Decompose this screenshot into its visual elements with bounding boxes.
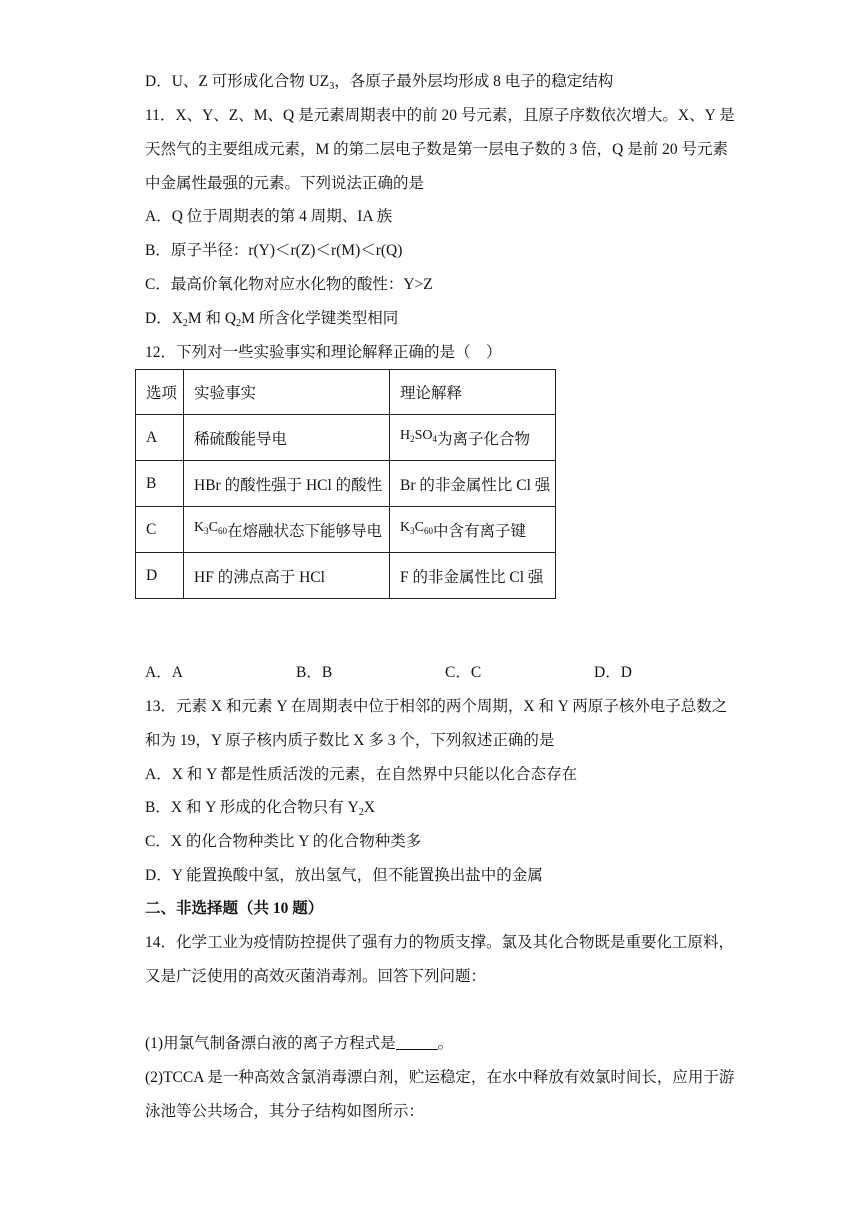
q11-stem-line-1: 11．X、Y、Z、M、Q 是元素周期表中的前 20 号元素，且原子序数依次增大。X、Y 是 (145, 107, 735, 124)
table-header-option: 选项 (136, 370, 184, 415)
table-cell-fact: HF 的沸点高于 HCl (184, 553, 390, 599)
q13-option-c: C．X 的化合物种类比 Y 的化合物种类多 (145, 833, 422, 850)
q13-stem-line-1: 13．元素 X 和元素 Y 在周期表中位于相邻的两个周期，X 和 Y 两原子核外电子总数之 (145, 698, 728, 715)
q11-option-d (145, 309, 398, 329)
explanation-text: 为离子化合物 (437, 430, 531, 448)
table-cell-explanation (390, 415, 556, 461)
q12-choice-d: D．D (594, 664, 632, 681)
table-cell-option: B (136, 461, 184, 507)
q13-stem-line-2: 和为 19，Y 原子核内质子数比 X 多 3 个，下列叙述正确的是 (145, 732, 555, 749)
q13-option-b-subscript: 2 (358, 807, 364, 818)
q12-choice-c: C．C (445, 664, 482, 681)
q13-option-d: D．Y 能置换酸中氢，放出氢气，但不能置换出盐中的金属 (145, 867, 543, 884)
table-cell-option: C (136, 507, 184, 553)
q10-option-d-text-end: ，各原子最外层均形成 8 电子的稳定结构 (334, 73, 614, 90)
table-row (136, 461, 556, 507)
q10-option-d-text: D．U、Z 可形成化合物 UZ (145, 73, 330, 90)
table-header-row (136, 370, 556, 415)
q11-option-d-part1: D．X (145, 310, 183, 327)
explanation-text: 中含有离子键 (432, 522, 526, 540)
section-heading: 二、非选择题（共 10 题） (145, 900, 324, 917)
table-row (136, 415, 556, 461)
table-cell-explanation (390, 507, 556, 553)
table-header-fact: 实验事实 (184, 370, 390, 415)
table-row (136, 553, 556, 599)
q14-part-2-line-2: 泳池等公共场合，其分子结构如图所示： (145, 1103, 425, 1120)
q14-part-1-end: 。 (437, 1035, 454, 1052)
table-cell-fact (184, 507, 390, 553)
q12-table (135, 369, 556, 599)
q14-stem-line-1: 14．化学工业为疫情防控提供了强有力的物质支撑。氯及其化合物既是重要化工原料， (145, 934, 735, 951)
q11-stem-line-2: 天然气的主要组成元素，M 的第二层电子数是第一层电子数的 3 倍，Q 是前 20 号元素 (145, 141, 728, 158)
q11-option-a: A．Q 位于周期表的第 4 周期、IA 族 (145, 208, 393, 225)
table-cell-fact: HBr 的酸性强于 HCl 的酸性 (184, 461, 390, 507)
q11-option-c: C．最高价氧化物对应水化物的酸性：Y>Z (145, 276, 433, 293)
q11-option-d-part3: M 所含化学键类型相同 (241, 310, 399, 327)
answer-blank[interactable] (396, 1035, 438, 1050)
q13-option-b-text: B．X 和 Y 形成的化合物只有 Y (145, 799, 359, 816)
q12-stem: 12．下列对一些实验事实和理论解释正确的是（ ） (145, 344, 502, 361)
q11-option-d-part2: M 和 Q (187, 310, 237, 327)
table-header-explanation: 理论解释 (390, 370, 556, 415)
q14-part-1-text: (1)用氯气制备漂白液的离子方程式是 (145, 1035, 396, 1052)
q13-option-b-text-end: X (363, 799, 376, 816)
formula-k3c60: $K_3C_{60}$ (400, 519, 433, 536)
q13-option-a: A．X 和 Y 都是性质活泼的元素，在自然界中只能以化合态存在 (145, 766, 578, 783)
fact-text: 在熔融状态下能够导电 (226, 522, 382, 540)
q14-part-1-line (145, 1034, 453, 1054)
formula-h2so4: $H_2SO_4$ (400, 427, 438, 444)
q11-option-b: B．原子半径：r(Y)＜r(Z)＜r(M)＜r(Q) (145, 242, 403, 259)
q13-option-b (145, 798, 375, 818)
q10-option-d (145, 72, 613, 92)
q14-part-2-line-1: (2)TCCA 是一种高效含氯消毒漂白剂，贮运稳定，在水中释放有效氯时间长，应用于游 (145, 1069, 735, 1086)
q12-choice-b: B．B (296, 664, 333, 681)
q12-choice-a: A．A (145, 664, 183, 681)
table-cell-option: A (136, 415, 184, 461)
table-row (136, 507, 556, 553)
q11-option-d-sub1: 2 (182, 318, 188, 329)
table-cell-explanation: F 的非金属性比 Cl 强 (390, 553, 556, 599)
q10-option-d-subscript: 3 (329, 81, 335, 92)
q14-stem-line-2: 又是广泛使用的高效灭菌消毒剂。回答下列问题： (145, 968, 487, 985)
q11-stem-line-3: 中金属性最强的元素。下列说法正确的是 (145, 175, 425, 192)
table-cell-option: D (136, 553, 184, 599)
table-cell-fact: 稀硫酸能导电 (184, 415, 390, 461)
q11-option-d-sub2: 2 (236, 318, 242, 329)
formula-k3c60: $K_3C_{60}$ (194, 519, 227, 536)
table-cell-explanation: Br 的非金属性比 Cl 强 (390, 461, 556, 507)
